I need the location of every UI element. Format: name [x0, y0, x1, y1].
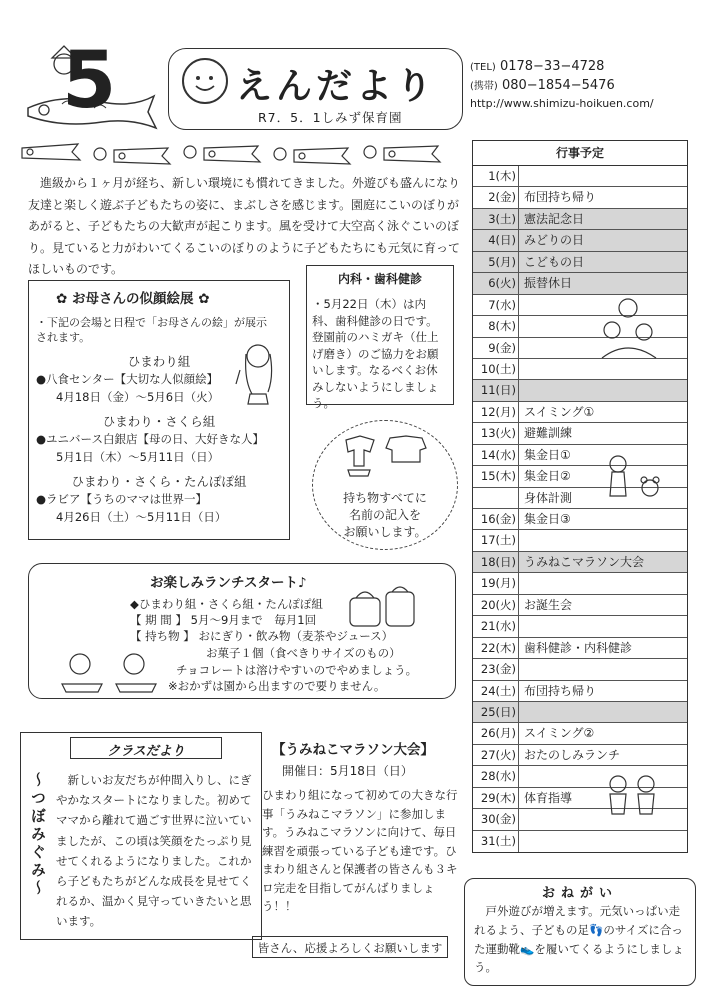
schedule-day: 24(土) — [473, 681, 519, 701]
schedule-event — [519, 573, 687, 593]
schedule-day: 20(火) — [473, 595, 519, 615]
schedule-day: 28(水) — [473, 766, 519, 786]
schedule-event — [519, 166, 687, 186]
month-number: 5 — [62, 36, 117, 126]
belongings-line: お願いします。 — [343, 525, 427, 539]
schedule-event: 布団持ち帰り — [524, 683, 597, 698]
schedule-event: 集金日① — [524, 447, 571, 462]
schedule-day: 10(土) — [473, 359, 519, 379]
lunch-title: お楽しみランチスタート♪ — [150, 575, 307, 591]
schedule-row — [473, 659, 687, 680]
schedule-title: 行事予定 — [473, 141, 687, 166]
schedule-event: スイミング② — [524, 726, 595, 741]
lunch-chocolate: チョコレートは溶けやすいのでやめましょう。 — [176, 663, 418, 677]
schedule-event: 体育指導 — [524, 790, 573, 805]
schedule-event — [519, 702, 687, 722]
schedule-event: こどもの日 — [524, 254, 585, 269]
lunch-groups: ◆ひまわり組・さくら組・たんぽぽ組 — [130, 597, 323, 611]
schedule-row — [473, 573, 687, 594]
schedule-event: 憲法記念日 — [524, 211, 585, 226]
smiling-sun-icon — [182, 58, 228, 104]
group-label: ひまわり組 — [127, 354, 191, 369]
schedule-day: 6(火) — [473, 273, 519, 293]
schedule-day: 17(土) — [473, 530, 519, 550]
schedule-row — [473, 166, 687, 187]
schedule-event: おたのしみランチ — [524, 747, 621, 762]
lunch-side-dish: ※おかずは園から出ますので要りません。 — [168, 679, 386, 693]
schedule-row — [473, 230, 687, 251]
tel-number: 0178−33−4728 — [499, 59, 605, 74]
schedule-day: 19(月) — [473, 573, 519, 593]
marathon-text: ひまわり組になって初めての大きな行事「うみねこマラソン」に参加します。うみねこマラソンに向けて、毎日練習を頑張っている子ども達です。ひまわり組さんと保護者の皆さんも３キロ完走を目指してがんばりましょう！！ — [262, 788, 458, 913]
schedule-day: 9(金) — [473, 338, 519, 358]
dental-checkup-title: 内科・歯科健診 — [337, 272, 422, 286]
lunch-bags-illustration — [346, 582, 420, 632]
website-url[interactable]: http://www.shimizu-hoikuen.com/ — [470, 97, 654, 110]
schedule-event: スイミング① — [524, 404, 595, 419]
schedule-day: 8(木) — [473, 316, 519, 336]
schedule-row — [473, 552, 687, 573]
schedule-row — [473, 681, 687, 702]
marathon-date: 開催日：5月18日（日） — [282, 764, 413, 778]
schedule-event: 集金日③ — [524, 512, 571, 526]
schedule-event: 布団持ち帰り — [524, 190, 597, 205]
schedule-row — [473, 423, 687, 444]
schedule-row — [473, 252, 687, 273]
schedule-row — [473, 745, 687, 766]
tel-label: (TEL) — [470, 62, 496, 73]
mobile-label: (携帯) — [470, 80, 498, 92]
schedule-day: 26(月) — [473, 723, 519, 743]
schedule-day: 23(金) — [473, 659, 519, 679]
kids-eating-illustration — [58, 650, 162, 694]
newsletter-title: えんだより — [236, 66, 437, 107]
schedule-day: 18(日) — [473, 552, 519, 572]
schedule-day: 13(火) — [473, 423, 519, 443]
schedule-event — [519, 659, 687, 679]
schedule-day: 22(木) — [473, 638, 519, 658]
lunch-period: 【 期 間 】 5月〜9月まで 毎月1回 — [130, 613, 317, 627]
issue-date: R7．5．1しみず保育園 — [258, 110, 403, 125]
schedule-event — [519, 616, 687, 636]
schedule-event: 集金日② — [524, 469, 571, 484]
schedule-day: 12(月) — [473, 402, 519, 422]
schedule-event: みどりの日 — [524, 233, 585, 248]
kid-with-bear-illustration — [600, 452, 666, 510]
schedule-row — [473, 187, 687, 208]
schedule-day: 5(月) — [473, 252, 519, 272]
class-news-title: クラスだより — [107, 744, 185, 759]
schedule-day — [473, 488, 519, 508]
class-news-text: 新しいお友だちが仲間入りし、にぎやかなスタートになりました。初めてママから離れて過ごす世界に泣いていましたが、この頃は笑顔をたっぷり見せてくれるようになりました。これから子どもたちがどんな成長を見せてくれるか、温かく見守っていきたいと思います。 — [56, 773, 252, 929]
schedule-event: 振替休日 — [524, 276, 573, 291]
mobile-number: 080−1854−5476 — [501, 77, 615, 93]
schedule-day: 14(水) — [473, 445, 519, 465]
schedule-row — [473, 595, 687, 616]
carp-streamers-row-illustration — [18, 136, 458, 170]
schedule-day: 21(水) — [473, 616, 519, 636]
schedule-event — [519, 530, 687, 550]
kids-playing-illustration — [598, 296, 660, 362]
schedule-row — [473, 702, 687, 723]
dental-checkup-text: ・5月22日（木）は内科、歯科健診の日です。登園前のハミガキ（仕上げ磨き）のご協力をお願いします。なるべくお休みしないようにしましょう。 — [312, 297, 439, 410]
kids-exercising-illustration — [600, 770, 664, 822]
lunch-snack: お菓子１個（食べきりサイズのもの） — [206, 646, 401, 660]
schedule-day: 31(土) — [473, 831, 519, 852]
schedule-row — [473, 209, 687, 230]
venue-line: ●八食センター【大切な人似顔絵】 — [36, 372, 219, 386]
request-title: おねがい — [541, 886, 618, 901]
schedule-day: 30(金) — [473, 809, 519, 829]
schedule-event — [519, 380, 687, 400]
schedule-day: 27(火) — [473, 745, 519, 765]
schedule-row — [473, 509, 687, 530]
schedule-row — [473, 273, 687, 294]
lunch-items: 【 持ち物 】 おにぎり・飲み物（麦茶やジュース） — [130, 629, 394, 643]
contact-info — [470, 58, 654, 113]
schedule-event: うみねこマラソン大会 — [524, 554, 645, 569]
schedule-day: 1(木) — [473, 166, 519, 186]
mothers-portrait-title: ✿ お母さんの似顔絵展 ✿ — [56, 291, 210, 307]
belongings-text — [312, 490, 458, 541]
schedule-row — [473, 530, 687, 551]
schedule-day: 16(金) — [473, 509, 519, 529]
schedule-row — [473, 380, 687, 401]
belongings-line: 持ち物すべてに — [343, 491, 427, 505]
schedule-day: 29(木) — [473, 788, 519, 808]
schedule-event: 歯科健診・内科健診 — [524, 640, 633, 655]
schedule-event: 身体計測 — [524, 490, 573, 505]
schedule-day: 11(日) — [473, 380, 519, 400]
cheer-message: 皆さん、応援よろしくお願いします — [257, 941, 443, 955]
schedule-day: 3(土) — [473, 209, 519, 229]
schedule-event — [519, 831, 687, 852]
schedule-row — [473, 831, 687, 852]
clothes-icon — [340, 432, 432, 478]
schedule-day: 4(日) — [473, 230, 519, 250]
request-text: 戸外遊びが増えます。元気いっぱい走れるよう、子どもの足👣のサイズに合った運動靴👟を履いてくるようにしましょう。 — [474, 904, 684, 975]
belongings-line: 名前の記入を — [348, 508, 421, 522]
schedule-day: 2(金) — [473, 187, 519, 207]
schedule-day: 25(日) — [473, 702, 519, 722]
schedule-row — [473, 638, 687, 659]
schedule-row — [473, 402, 687, 423]
schedule-day: 15(木) — [473, 466, 519, 486]
venue-line: ●ラビア【うちのママは世界一】 — [36, 492, 208, 506]
group-label: ひまわり・さくら組 — [102, 414, 216, 429]
intro-paragraph: 進級から１ヶ月が経ち、新しい環境にも慣れてきました。外遊びも盛んになり友達と楽しく遊ぶ子どもたちの姿に、まぶしさを感じます。園庭にこいのぼりがあがると、子どもたちの大歓声が起こります。風を受けて大空高く泳ぐこいのぼり。見ていると力がわいてくるこいのぼりのように子どもたちにも元気に育ってほしいものです。 — [28, 176, 461, 276]
class-name-vertical: 〜つぼみぐみ〜 — [29, 772, 47, 898]
mother-drawing-illustration — [232, 340, 282, 406]
venue-line: ●ユニバース白銀店【母の日、大好きな人】 — [36, 432, 264, 446]
schedule-event: お誕生会 — [524, 597, 573, 612]
schedule-event: 避難訓練 — [524, 426, 573, 441]
schedule-row — [473, 723, 687, 744]
schedule-event — [519, 359, 687, 379]
mothers-portrait-note: ・下記の会場と日程で「お母さんの絵」が展示されます。 — [36, 316, 267, 344]
schedule-day: 7(水) — [473, 295, 519, 315]
group-label: ひまわり・さくら・たんぽぽ組 — [71, 474, 247, 489]
marathon-title: 【うみねこマラソン大会】 — [272, 742, 434, 758]
schedule-row — [473, 359, 687, 380]
dates-line: 5月1日（木）〜5月11日（日） — [56, 450, 220, 464]
dates-line: 4月18日（金）〜5月6日（火） — [56, 390, 220, 404]
dates-line: 4月26日（土）〜5月11日（日） — [56, 510, 227, 524]
schedule-row — [473, 616, 687, 637]
